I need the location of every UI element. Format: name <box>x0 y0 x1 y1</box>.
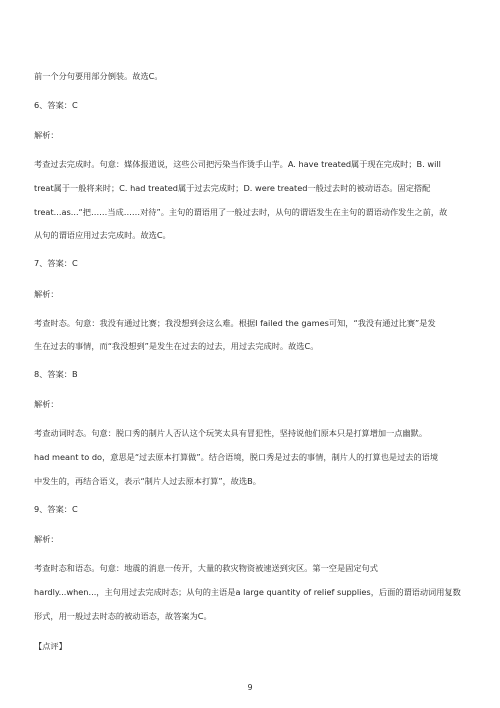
analysis-label: 解析： <box>34 289 59 299</box>
text-line: 考查过去完成时。句意：媒体报道说，这些公司把污染当作烫手山芋。A. have treated属于现在完成时；B. will <box>34 159 441 169</box>
text-line: 考查动词时态。句意：脱口秀的制片人否认这个玩笑太具有冒犯性，坚持说他们原本只是打算增加一点幽默。 <box>34 428 428 438</box>
analysis-label: 解析： <box>34 399 59 409</box>
comment-heading: 【点评】 <box>34 641 67 651</box>
answer-heading: 6、答案：C <box>34 100 78 110</box>
text-line: 考查时态。句意：我没有通过比赛；我没想到会这么难。根据I failed the games可知，“我没有通过比赛”是发 <box>34 318 436 328</box>
answer-heading: 7、答案：C <box>34 258 78 268</box>
analysis-label: 解析： <box>34 534 59 544</box>
text-line: 前一个分句要用部分倒装。故选C。 <box>34 71 163 81</box>
text-line: treat...as...“把……当成……对待”。主句的谓语用了一般过去时，从句的谓语发生在主句的谓语动作发生之前，故 <box>34 207 448 217</box>
text-line: treat属于一般将来时；C. had treated属于过去完成时；D. were treated一般过去时的被动语态。固定搭配 <box>34 183 431 193</box>
text-line: 从句的谓语应用过去完成时。故选C。 <box>34 230 171 240</box>
analysis-label: 解析： <box>34 130 59 140</box>
answer-heading: 9、答案：C <box>34 504 78 514</box>
text-line: 生在过去的事情，而“我没想到”是发生在过去的过去，用过去完成时。故选C。 <box>34 341 319 351</box>
text-line: 中发生的，再结合语义，表示“制片人过去原本打算”，故选B。 <box>34 476 261 486</box>
text-line: hardly...when...，主句用过去完成时态；从句的主语是a large quantity of relief supplies，后面的谓语动词用复数 <box>34 587 461 597</box>
text-line: 形式，用一般过去时态的被动语态，故答案为C。 <box>34 611 212 621</box>
text-line: had meant to do，意思是“过去原本打算做”。结合语境，脱口秀是过去的事情，制片人的打算也是过去的语境 <box>34 452 439 462</box>
text-line: 考查时态和语态。句意：地震的消息一传开，大量的救灾物资被速送到灾区。第一空是固定句式 <box>34 563 378 573</box>
page-number: 9 <box>247 683 253 692</box>
answer-heading: 8、答案：B <box>34 369 78 379</box>
